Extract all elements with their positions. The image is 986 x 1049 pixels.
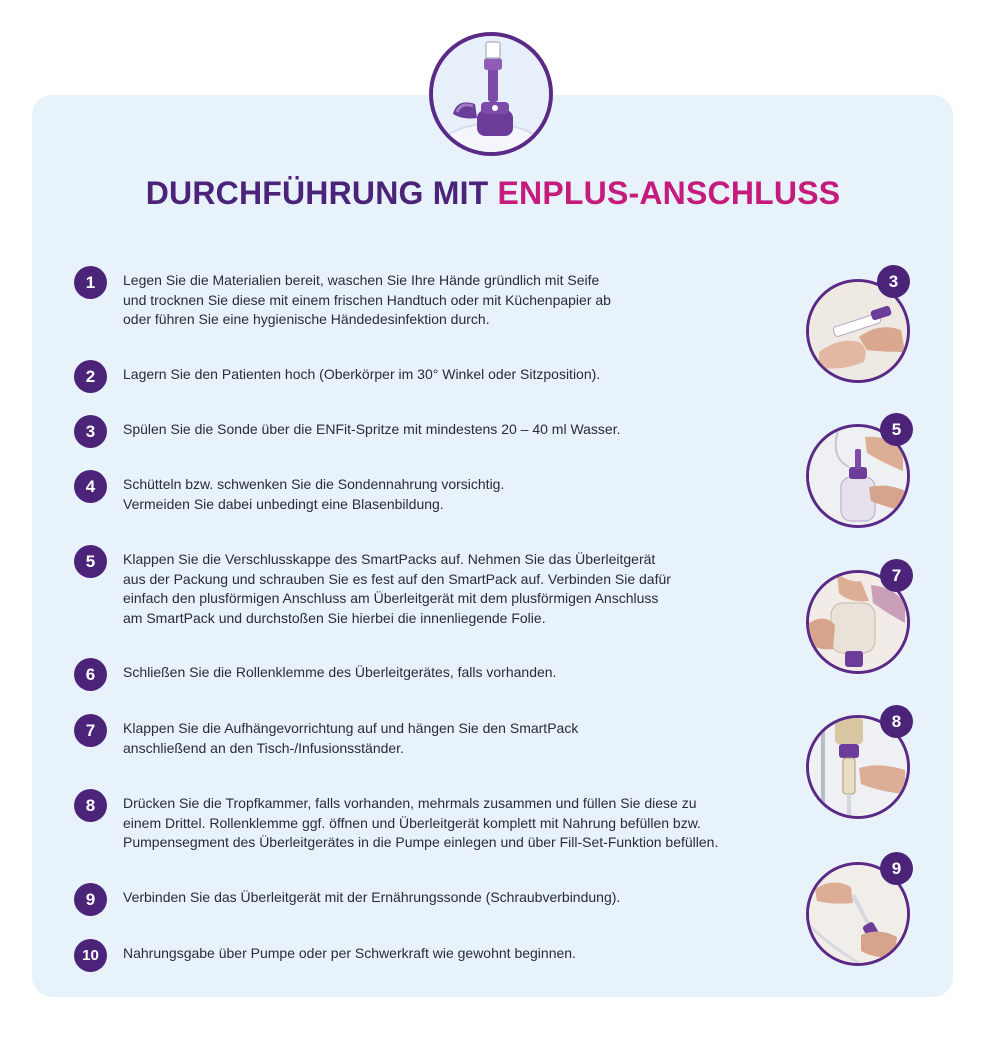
step-text: Drücken Sie die Tropfkammer, falls vorhanden, mehrmals zusammen und füllen Sie diese zu einem Drittel. Rollenklemme ggf. öffnen und Überleitgerät komplett mit Nahrung befüllen bzw. Pumpensegment des Überleitgerätes in die Pumpe einlegen und über Fill-Set-Funktion befüllen. bbox=[123, 795, 719, 850]
page-title bbox=[0, 175, 986, 212]
step-text: Lagern Sie den Patienten hoch (Oberkörper im 30° Winkel oder Sitzposition). bbox=[123, 366, 601, 382]
step-number: 2 bbox=[74, 360, 107, 393]
step-number: 1 bbox=[74, 266, 107, 299]
step-number: 3 bbox=[74, 415, 107, 448]
step-number: 6 bbox=[74, 658, 107, 691]
step-number: 4 bbox=[74, 470, 107, 503]
connector-icon bbox=[433, 36, 549, 152]
step-text: Schütteln bzw. schwenken Sie die Sondennahrung vorsichtig. Vermeiden Sie dabei unbedingt eine Blasenbildung. bbox=[123, 476, 505, 512]
title-part-1: DURCHFÜHRUNG MIT bbox=[145, 175, 489, 211]
step-text: Nahrungsgabe über Pumpe oder per Schwerkraft wie gewohnt beginnen. bbox=[123, 945, 576, 961]
step-number: 8 bbox=[74, 789, 107, 822]
step-number: 5 bbox=[74, 545, 107, 578]
enplus-connector-illustration bbox=[429, 32, 553, 156]
step-text: Verbinden Sie das Überleitgerät mit der Ernährungssonde (Schraubverbindung). bbox=[123, 889, 621, 905]
step-number: 7 bbox=[74, 714, 107, 747]
step-text: Spülen Sie die Sonde über die ENFit-Spritze mit mindestens 20 – 40 ml Wasser. bbox=[123, 421, 621, 437]
step-text: Klappen Sie die Aufhängevorrichtung auf und hängen Sie den SmartPack anschließend an den Tisch-/Infusionsständer. bbox=[123, 720, 579, 756]
step-text: Legen Sie die Materialien bereit, waschen Sie Ihre Hände gründlich mit Seife und trocknen Sie diese mit einem frischen Handtuch oder mit Küchenpapier ab oder führen Sie eine hygienische Händedesinfektion durch. bbox=[123, 272, 611, 327]
title-part-2: ENPLUS-ANSCHLUSS bbox=[497, 175, 841, 211]
step-number: 9 bbox=[74, 883, 107, 916]
step-text: Klappen Sie die Verschlusskappe des SmartPacks auf. Nehmen Sie das Überleitgerät aus der Packung und schrauben Sie es fest auf den SmartPack auf. Verbinden Sie dafür einfach den plusförmigen Anschluss am Überleitgerät mit dem plusförmigen Anschluss am SmartPack und durchstoßen Sie hierbei die innenliegende Folie. bbox=[123, 551, 671, 626]
step-number: 10 bbox=[74, 939, 107, 972]
step-text: Schließen Sie die Rollenklemme des Überleitgerätes, falls vorhanden. bbox=[123, 664, 557, 680]
photo-badge-7: 7 bbox=[880, 559, 913, 592]
instruction-card bbox=[32, 95, 953, 997]
photo-badge-9: 9 bbox=[880, 852, 913, 885]
photo-badge-5: 5 bbox=[880, 413, 913, 446]
photo-badge-8: 8 bbox=[880, 705, 913, 738]
photo-badge-3: 3 bbox=[877, 265, 910, 298]
